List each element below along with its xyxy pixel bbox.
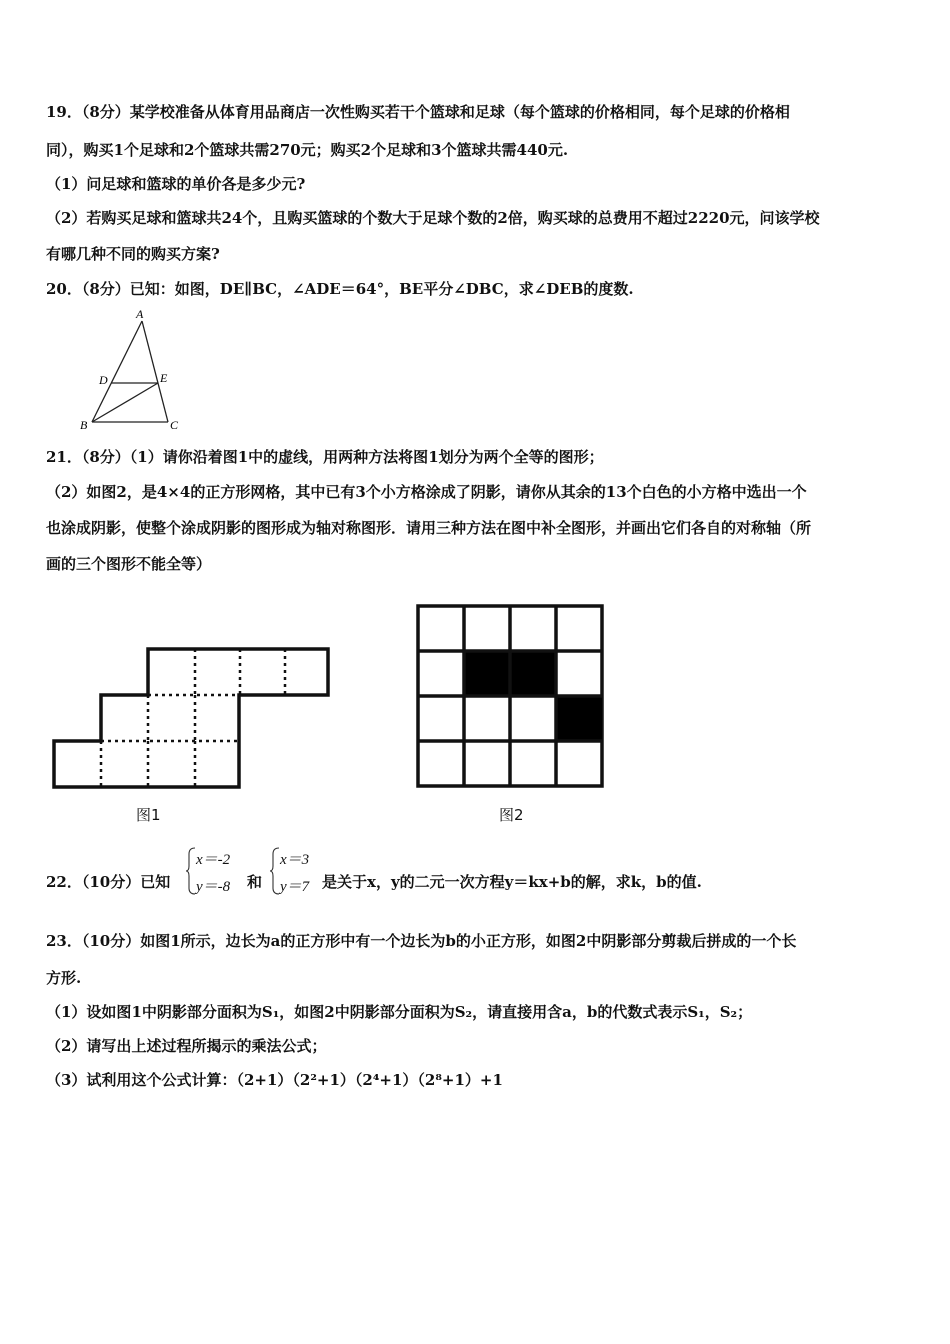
q22-suffix: 是关于x，y的二元一次方程y＝kx+b的解，求k，b的值. (322, 873, 702, 891)
q19-part2-line1: （2）若购买足球和篮球共24个，且购买篮球的个数大于足球个数的2倍，购买球的总费用不超过2220元，问该学校 (46, 209, 820, 227)
staircase-outline (54, 649, 328, 787)
system1-eq2: y＝-8 (196, 879, 231, 895)
q21-figure2-grid (415, 603, 605, 789)
q21-line3: 也涂成阴影，使整个涂成阴影的图形成为轴对称图形．请用三种方法在图中补全图形，并画出它们各自的对称轴（所 (46, 519, 812, 537)
q23-part3: （3）试利用这个公式计算：（2+1）（2²+1）（2⁴+1）（2⁸+1）+1 (46, 1071, 503, 1089)
label-c: C (170, 418, 179, 432)
label-e: E (160, 371, 168, 385)
figure1-label: 图1 (136, 806, 161, 824)
q23-line1: 23．（10分）如图1所示，边长为a的正方形中有一个边长为b的小正方形，如图2中阴影部分剪裁后拼成的一个长 (46, 932, 797, 950)
q19-part1: （1）问足球和篮球的单价各是多少元? (46, 175, 306, 193)
shaded-cell (464, 651, 510, 696)
q20-triangle-figure (70, 305, 200, 435)
q22-prefix: 22．（10分）已知 (46, 873, 171, 891)
figure2-label: 图2 (499, 806, 524, 824)
system1-eq1: x＝-2 (196, 852, 231, 868)
label-a: A (136, 307, 144, 321)
q19-line2: 同），购买1个足球和2个篮球共需270元；购买2个足球和3个篮球共需440元. (46, 141, 569, 159)
q23-line2: 方形. (46, 969, 82, 987)
system2-eq2: y＝7 (280, 879, 310, 895)
q22-and: 和 (247, 873, 263, 891)
q21-figure1-staircase (50, 645, 335, 793)
system2-eq1: x＝3 (280, 852, 310, 868)
q20-text: 20．（8分）已知：如图，DE∥BC，∠ADE＝64°，BE平分∠DBC，求∠DEB的度数. (46, 280, 634, 298)
label-d: D (99, 373, 108, 387)
q19-line1: 19．（8分）某学校准备从体育用品商店一次性购买若干个篮球和足球（每个篮球的价格相同，每个足球的价格相 (46, 103, 790, 121)
shaded-cell (556, 696, 602, 741)
shaded-cell (510, 651, 556, 696)
label-b: B (80, 418, 88, 432)
q21-line1: 21．（8分）（1）请你沿着图1中的虚线，用两种方法将图1划分为两个全等的图形； (46, 448, 604, 466)
q23-part2: （2）请写出上述过程所揭示的乘法公式； (46, 1037, 327, 1055)
q21-line2: （2）如图2，是4×4的正方形网格，其中已有3个小方格涂成了阴影，请你从其余的13个白色的小方格中选出一个 (46, 483, 807, 501)
q23-part1: （1）设如图1中阴影部分面积为S₁，如图2中阴影部分面积为S₂，请直接用含a，b的代数式表示S₁，S₂； (46, 1003, 753, 1021)
q19-part2-line2: 有哪几种不同的购买方案? (46, 245, 220, 263)
q21-line4: 画的三个图形不能全等） (46, 555, 212, 573)
